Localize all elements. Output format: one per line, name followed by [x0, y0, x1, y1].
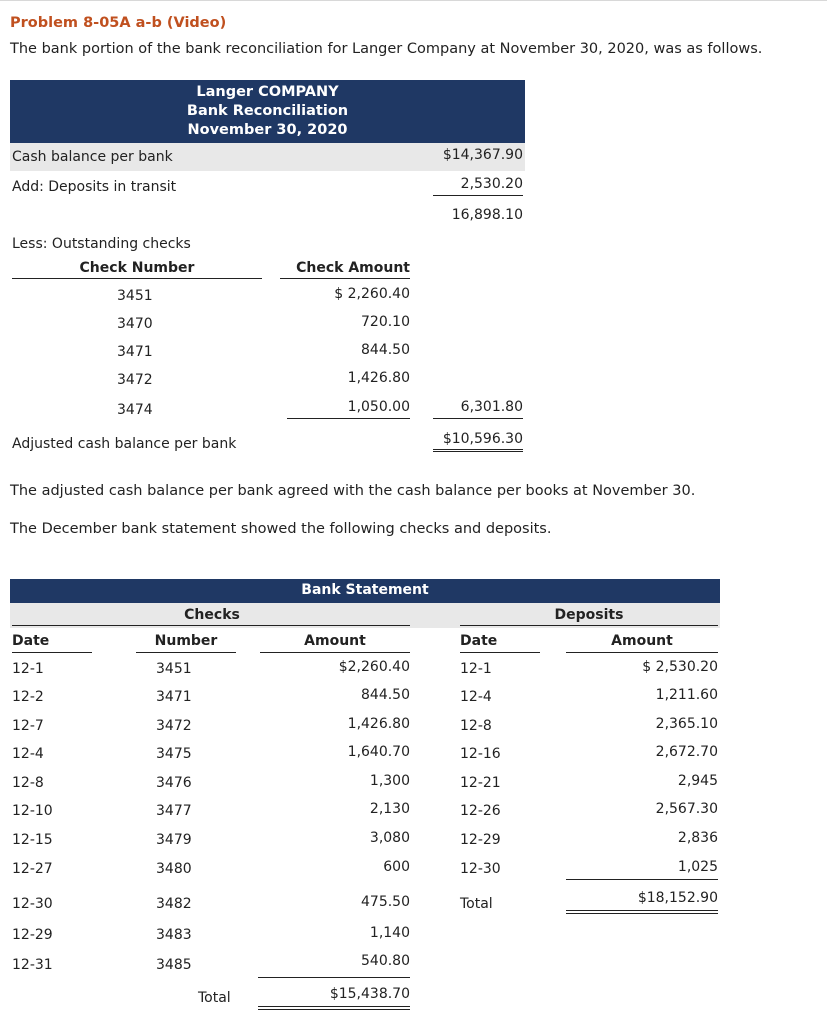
deposits-in-transit-value: 2,530.20 — [433, 176, 523, 196]
deposit-amount: 1,211.60 — [655, 687, 718, 703]
adjusted-balance-value: $10,596.30 — [433, 431, 523, 452]
col-dep-amount-underline — [566, 652, 718, 653]
check-date: 12-10 — [12, 803, 53, 819]
deposits-total-label: Total — [460, 896, 493, 912]
col-date-underline — [12, 652, 92, 653]
check-number: 3472 — [117, 372, 153, 388]
check-amount: 475.50 — [361, 894, 410, 910]
deposit-amount: 2,945 — [677, 773, 718, 789]
col-date-header: Date — [12, 633, 50, 649]
col-dep-amount-header: Amount — [611, 633, 673, 649]
check-date: 12-7 — [12, 718, 44, 734]
check-number: 3477 — [156, 803, 192, 819]
deposits-group-header: Deposits — [554, 607, 624, 623]
col-number-header: Number — [154, 633, 218, 649]
deposit-amount: 2,567.30 — [655, 801, 718, 817]
cash-balance-value: $14,367.90 — [442, 147, 523, 163]
col-amount-header: Amount — [304, 633, 366, 649]
check-amount: 1,300 — [369, 773, 410, 789]
check-amount-header: Check Amount — [280, 260, 410, 279]
check-amount: 2,130 — [369, 801, 410, 817]
check-amount: 1,426.80 — [347, 716, 410, 732]
deposit-amount: $ 2,530.20 — [642, 659, 718, 675]
deposit-date: 12-26 — [460, 803, 501, 819]
check-number: 3482 — [156, 896, 192, 912]
subtotal-value: 16,898.10 — [451, 207, 523, 223]
cash-balance-label: Cash balance per bank — [12, 149, 173, 165]
check-date: 12-30 — [12, 896, 53, 912]
deposits-total-value: $18,152.90 — [637, 890, 718, 906]
check-number: 3476 — [156, 775, 192, 791]
reconciliation-heading: Bank Reconciliation — [186, 103, 349, 119]
december-text: The December bank statement showed the following checks and deposits. — [10, 521, 552, 537]
check-number: 3451 — [156, 661, 192, 677]
check-date: 12-31 — [12, 957, 53, 973]
col-dep-date-header: Date — [460, 633, 498, 649]
check-number: 3470 — [117, 316, 153, 332]
check-date: 12-4 — [12, 746, 44, 762]
reconciliation-date: November 30, 2020 — [187, 122, 348, 138]
check-date: 12-8 — [12, 775, 44, 791]
check-date: 12-27 — [12, 861, 53, 877]
check-amount: 540.80 — [361, 953, 410, 969]
bank-statement-title: Bank Statement — [301, 582, 429, 598]
deposits-in-transit-label: Add: Deposits in transit — [12, 179, 177, 195]
deposit-date: 12-1 — [460, 661, 492, 677]
col-number-underline — [136, 652, 236, 653]
agreed-text: The adjusted cash balance per bank agreed with the cash balance per books at November 30. — [10, 483, 696, 499]
deposits-total-double-line — [566, 910, 718, 914]
check-amount: 1,426.80 — [347, 370, 410, 386]
deposit-amount: 1,025 — [677, 859, 718, 875]
problem-intro: The bank portion of the bank reconciliation for Langer Company at November 30, 2020, was as follows. — [10, 41, 763, 57]
checks-sum-line — [258, 977, 410, 978]
problem-title: Problem 8-05A a-b (Video) — [10, 15, 227, 31]
deposit-amount: 2,836 — [677, 830, 718, 846]
deposit-amount: 2,365.10 — [655, 716, 718, 732]
checks-total-value: $15,438.70 — [329, 986, 410, 1002]
check-number: 3483 — [156, 927, 192, 943]
check-amount: 1,140 — [369, 925, 410, 941]
deposit-date: 12-21 — [460, 775, 501, 791]
check-date: 12-29 — [12, 927, 53, 943]
check-number: 3471 — [117, 344, 153, 360]
check-number: 3485 — [156, 957, 192, 973]
check-amount: 844.50 — [361, 342, 410, 358]
check-amount: 844.50 — [361, 687, 410, 703]
check-amount: $2,260.40 — [338, 659, 410, 675]
bank-statement-header — [10, 579, 720, 603]
col-dep-date-underline — [460, 652, 540, 653]
deposit-date: 12-16 — [460, 746, 501, 762]
deposit-amount: 2,672.70 — [655, 744, 718, 760]
check-amount: $ 2,260.40 — [334, 286, 410, 302]
check-amount: 1,050.00 — [287, 399, 410, 419]
checks-group-underline — [12, 625, 410, 626]
check-number: 3479 — [156, 832, 192, 848]
check-number: 3474 — [117, 402, 153, 418]
check-amount: 1,640.70 — [347, 744, 410, 760]
deposit-date: 12-29 — [460, 832, 501, 848]
checks-group-header: Checks — [184, 607, 240, 623]
check-number: 3451 — [117, 288, 153, 304]
adjusted-balance-label: Adjusted cash balance per bank — [12, 436, 237, 452]
check-date: 12-2 — [12, 689, 44, 705]
top-divider — [0, 0, 827, 1]
outstanding-checks-label: Less: Outstanding checks — [12, 236, 191, 252]
check-number-header: Check Number — [12, 260, 262, 279]
check-date: 12-1 — [12, 661, 44, 677]
check-amount: 3,080 — [369, 830, 410, 846]
outstanding-checks-total: 6,301.80 — [433, 399, 523, 419]
check-number: 3472 — [156, 718, 192, 734]
col-amount-underline — [260, 652, 410, 653]
checks-total-double-line — [258, 1006, 410, 1010]
company-name: Langer COMPANY — [196, 84, 339, 100]
deposits-group-underline — [460, 625, 718, 626]
reconciliation-header — [10, 80, 525, 143]
check-amount: 720.10 — [361, 314, 410, 330]
deposit-date: 12-30 — [460, 861, 501, 877]
deposits-sum-line — [566, 879, 718, 880]
deposit-date: 12-8 — [460, 718, 492, 734]
deposit-date: 12-4 — [460, 689, 492, 705]
check-date: 12-15 — [12, 832, 53, 848]
check-amount: 600 — [383, 859, 410, 875]
check-number: 3475 — [156, 746, 192, 762]
check-number: 3471 — [156, 689, 192, 705]
check-number: 3480 — [156, 861, 192, 877]
checks-total-label: Total — [198, 990, 231, 1006]
